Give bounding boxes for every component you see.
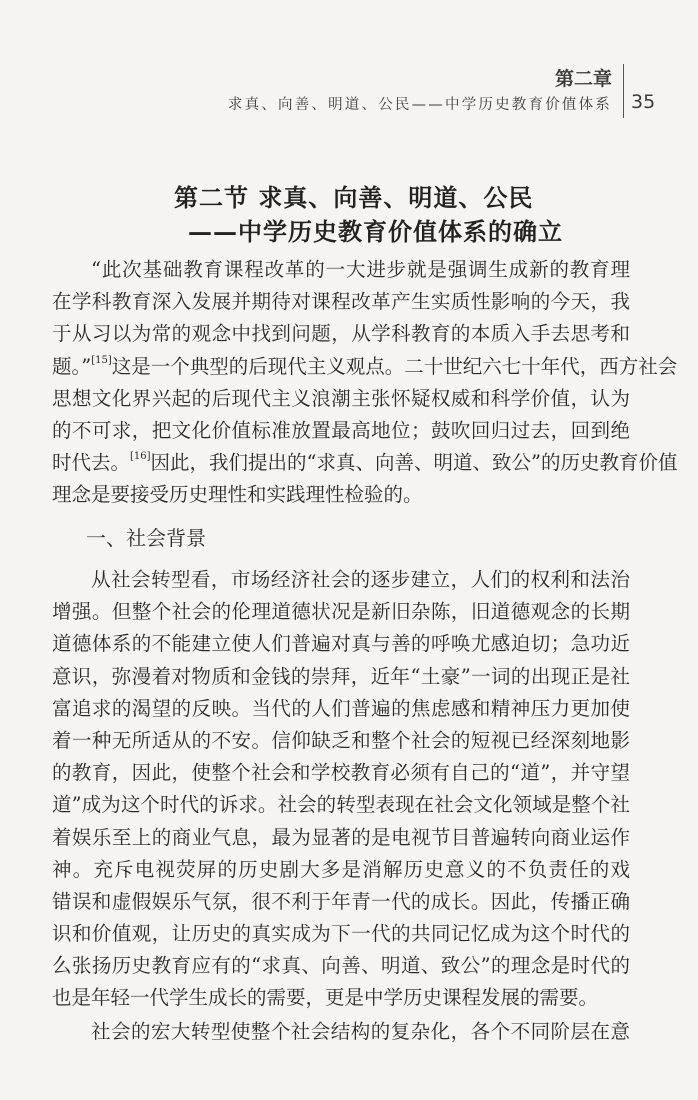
section-title: 第二节 求真、向善、明道、公民 [174, 183, 534, 212]
text-line: 增强。但整个社会的伦理道德状况是新旧杂陈，旧道德观念的长期 [52, 600, 630, 624]
text-line: 错误和虚假娱乐气氛，很不利于年青一代的成长。因此，传播正确 [52, 889, 630, 913]
footnote-ref-16[interactable]: [16] [130, 451, 151, 463]
text-line [52, 447, 678, 479]
text-line: 道”成为这个时代的诉求。社会的转型表现在社会文化领域是整个社 [52, 793, 630, 817]
text-line: 在学科教育深入发展并期待对课程改革产生实质性影响的今天，我 [52, 290, 630, 314]
header-divider [623, 64, 624, 118]
text-fragment: 时代去。 [52, 451, 131, 475]
text-line [52, 351, 678, 383]
text-line: 神。充斥电视荧屏的历史剧大多是消解历史意义的不负责任的戏 [52, 857, 630, 881]
section-subtitle: ——中学历史教育价值体系的确立 [188, 217, 563, 246]
text-line: 社会的宏大转型使整个社会结构的复杂化，各个不同阶层在意 [91, 1020, 630, 1043]
chapter-label: 第二章 [554, 68, 612, 90]
text-line: 识和价值观，让历史的真实成为下一代的共同记忆成为这个时代的 [52, 922, 630, 946]
subsection-heading: 一、社会背景 [86, 526, 206, 550]
paragraph-2 [52, 564, 630, 1015]
text-line: 的教育，因此，使整个社会和学校教育必须有自己的“道”，并守望 [52, 761, 630, 785]
text-line: 么张扬历史教育应有的“求真、向善、明道、致公”的理念是时代的 [52, 954, 630, 978]
text-line: 理念是要接受历史理性和实践理性检验的。 [52, 483, 423, 507]
text-fragment: 题。” [52, 354, 92, 378]
text-line: 的不可求，把文化价值标准放置最高地位；鼓吹回归过去，回到绝 [52, 418, 630, 442]
text-line: 从社会转型看，市场经济社会的逐步建立，人们的权利和法治 [91, 568, 630, 591]
running-title: 求真、向善、明道、公民——中学历史教育价值体系 [227, 97, 612, 113]
text-line: 富追求的渴望的反映。当代的人们普遍的焦虑感和精神压力更加使 [52, 696, 630, 720]
text-line: 着娱乐至上的商业气息，最为显著的是电视节目普遍转向商业运作 [52, 825, 630, 849]
paragraph-3 [52, 1016, 630, 1048]
text-line: 于从习以为常的观念中找到问题，从学科教育的本质入手去思考和 [52, 322, 630, 346]
text-fragment: 这是一个典型的后现代主义观点。二十世纪六七十年代，西方社会 [111, 354, 678, 378]
text-line: “此次基础教育课程改革的一大进步就是强调生成新的教育理 [91, 258, 630, 281]
text-line: 着一种无所适从的不安。信仰缺乏和整个社会的短视已经深刻地影 [52, 728, 630, 752]
footnote-ref-15[interactable]: [15] [91, 354, 112, 366]
paragraph-1 [52, 254, 678, 512]
text-line: 意识，弥漫着对物质和金钱的崇拜，近年“土豪”一词的出现正是社 [52, 664, 630, 688]
page-number: 35 [631, 91, 656, 113]
text-line: 思想文化界兴起的后现代主义浪潮主张怀疑权威和科学价值，认为 [52, 386, 630, 410]
text-line: 也是年轻一代学生成长的需要，更是中学历史课程发展的需要。 [52, 986, 599, 1010]
text-fragment: 因此，我们提出的“求真、向善、明道、致公”的历史教育价值 [150, 451, 678, 475]
text-line: 道德体系的不能建立使人们普遍对真与善的呼唤尤感迫切；急功近 [52, 632, 630, 656]
